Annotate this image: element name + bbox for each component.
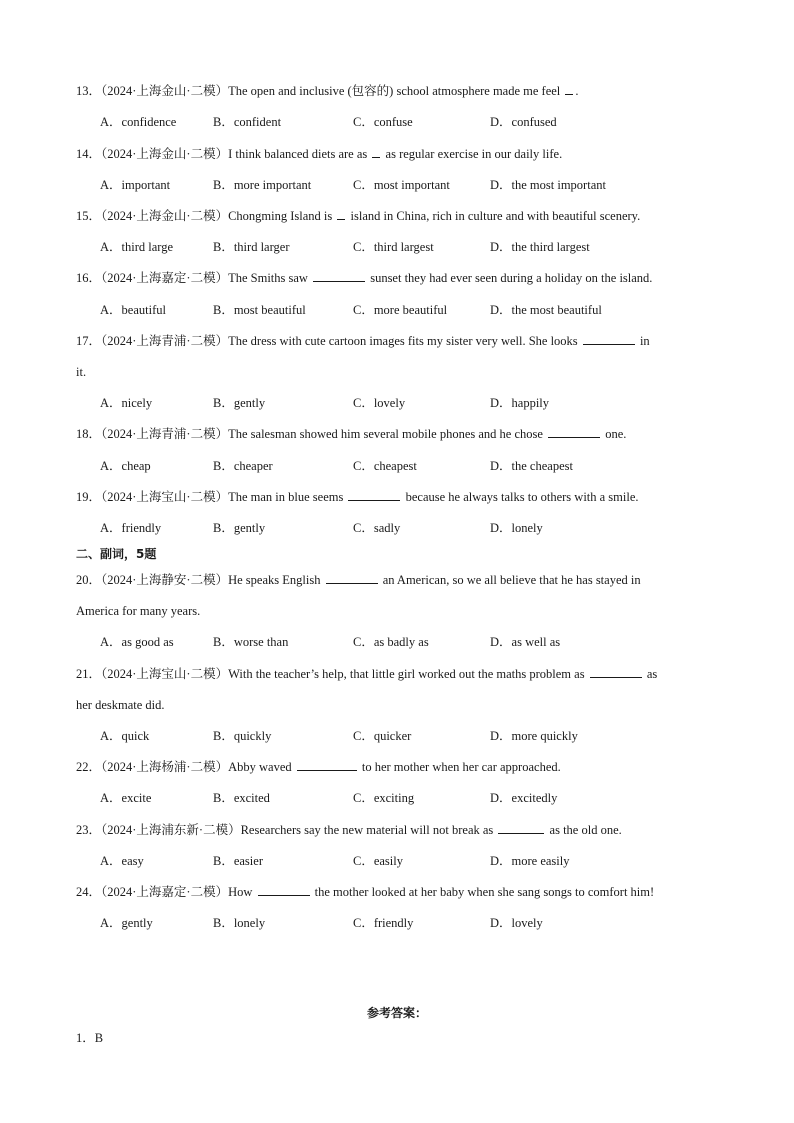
- options-17: [100, 394, 740, 412]
- answer-blank[interactable]: [326, 571, 378, 584]
- option-c[interactable]: C．exciting: [353, 791, 415, 805]
- option-a[interactable]: A．cheap: [100, 459, 151, 473]
- option-d[interactable]: D．lovely: [490, 916, 543, 930]
- option-d[interactable]: D．more easily: [490, 854, 570, 868]
- options-15: [100, 238, 740, 256]
- answer-blank[interactable]: [590, 665, 642, 678]
- option-c[interactable]: C．more beautiful: [353, 303, 448, 317]
- option-b[interactable]: B．most beautiful: [213, 303, 306, 317]
- option-b[interactable]: B．quickly: [213, 729, 272, 743]
- answer-blank[interactable]: [348, 488, 400, 501]
- answer-blank[interactable]: [372, 145, 380, 158]
- option-d[interactable]: D．the cheapest: [490, 459, 573, 473]
- option-a[interactable]: A．beautiful: [100, 303, 166, 317]
- option-b[interactable]: B．easier: [213, 854, 263, 868]
- option-a[interactable]: A．nicely: [100, 396, 153, 410]
- answer-blank[interactable]: [297, 758, 357, 771]
- option-b[interactable]: B．excited: [213, 791, 270, 805]
- options-20: [100, 633, 740, 651]
- option-b[interactable]: B．more important: [213, 178, 312, 192]
- option-b[interactable]: B．confident: [213, 115, 282, 129]
- option-c[interactable]: C．lovely: [353, 396, 406, 410]
- option-a[interactable]: A．third large: [100, 240, 174, 254]
- option-a[interactable]: A．easy: [100, 854, 144, 868]
- option-d[interactable]: D．more quickly: [490, 729, 578, 743]
- options-22: [100, 789, 740, 807]
- option-c[interactable]: C．easily: [353, 854, 403, 868]
- option-c[interactable]: C．cheapest: [353, 459, 417, 473]
- option-a[interactable]: A．quick: [100, 729, 150, 743]
- options-24: [100, 914, 740, 932]
- option-d[interactable]: D．the most important: [490, 178, 606, 192]
- option-c[interactable]: C．quicker: [353, 729, 412, 743]
- options-19: [100, 519, 740, 537]
- options-18: [100, 457, 740, 475]
- option-d[interactable]: D．confused: [490, 115, 557, 129]
- question-20-continuation: America for many years.: [76, 604, 201, 618]
- question-17: 17．（2024·上海青浦·二模）The dress with cute cartoon images fits my sister very well. She looks in: [76, 334, 650, 348]
- question-18: 18．（2024·上海青浦·二模）The salesman showed him several mobile phones and he chose one.: [76, 427, 627, 441]
- options-21: [100, 727, 740, 745]
- option-b[interactable]: B．lonely: [213, 916, 266, 930]
- option-a[interactable]: A．friendly: [100, 521, 162, 535]
- option-a[interactable]: A．confidence: [100, 115, 177, 129]
- option-a[interactable]: A．important: [100, 178, 171, 192]
- option-d[interactable]: D．as well as: [490, 635, 561, 649]
- option-c[interactable]: C．sadly: [353, 521, 401, 535]
- question-17-continuation: it.: [76, 365, 87, 379]
- options-16: [100, 301, 740, 319]
- question-24: 24．（2024·上海嘉定·二模）How the mother looked at her baby when she sang songs to comfort him!: [76, 885, 655, 899]
- question-23: 23．（2024·上海浦东新·二模）Researchers say the new material will not break as as the old one.: [76, 823, 622, 837]
- answer-blank[interactable]: [313, 269, 365, 282]
- option-d[interactable]: D．lonely: [490, 521, 543, 535]
- option-b[interactable]: B．gently: [213, 521, 266, 535]
- question-21-continuation: her deskmate did.: [76, 698, 165, 712]
- question-16: 16．（2024·上海嘉定·二模）The Smiths saw sunset they had ever seen during a holiday on the island.: [76, 271, 653, 285]
- option-d[interactable]: D．the third largest: [490, 240, 590, 254]
- option-d[interactable]: D．the most beautiful: [490, 303, 602, 317]
- answer-blank[interactable]: [337, 207, 345, 220]
- option-d[interactable]: D．excitedly: [490, 791, 558, 805]
- option-b[interactable]: B．worse than: [213, 635, 289, 649]
- section-heading: 二、副词，5题: [76, 547, 157, 561]
- question-13: 13．（2024·上海金山·二模）The open and inclusive (包容的) school atmosphere made me feel .: [76, 84, 579, 98]
- question-21: 21．（2024·上海宝山·二模）With the teacher’s help, that little girl worked out the maths problem as as: [76, 667, 658, 681]
- option-c[interactable]: C．third largest: [353, 240, 434, 254]
- option-b[interactable]: B．cheaper: [213, 459, 273, 473]
- options-13: [100, 113, 740, 131]
- question-15: 15．（2024·上海金山·二模）Chongming Island is island in China, rich in culture and with beautiful scenery.: [76, 209, 641, 223]
- answer-blank[interactable]: [583, 332, 635, 345]
- option-b[interactable]: B．third larger: [213, 240, 290, 254]
- answer-blank[interactable]: [548, 425, 600, 438]
- option-c[interactable]: C．most important: [353, 178, 450, 192]
- option-c[interactable]: C．friendly: [353, 916, 414, 930]
- question-19: 19．（2024·上海宝山·二模）The man in blue seems because he always talks to others with a smile.: [76, 490, 639, 504]
- question-14: 14．（2024·上海金山·二模）I think balanced diets are as as regular exercise in our daily life.: [76, 147, 563, 161]
- question-20: 20．（2024·上海静安·二模）He speaks English an American, so we all believe that he has stayed in: [76, 573, 641, 587]
- option-a[interactable]: A．gently: [100, 916, 153, 930]
- option-a[interactable]: A．as good as: [100, 635, 174, 649]
- option-c[interactable]: C．as badly as: [353, 635, 429, 649]
- option-b[interactable]: B．gently: [213, 396, 266, 410]
- answers-heading: 参考答案：: [366, 1006, 427, 1020]
- option-a[interactable]: A．excite: [100, 791, 152, 805]
- answer-1: 1．B: [76, 1031, 104, 1045]
- option-c[interactable]: C．confuse: [353, 115, 413, 129]
- answer-blank[interactable]: [498, 821, 544, 834]
- option-d[interactable]: D．happily: [490, 396, 550, 410]
- options-23: [100, 852, 740, 870]
- answer-blank[interactable]: [258, 883, 310, 896]
- question-22: 22．（2024·上海杨浦·二模）Abby waved to her mother when her car approached.: [76, 760, 561, 774]
- answer-blank[interactable]: [565, 82, 573, 95]
- options-14: [100, 176, 740, 194]
